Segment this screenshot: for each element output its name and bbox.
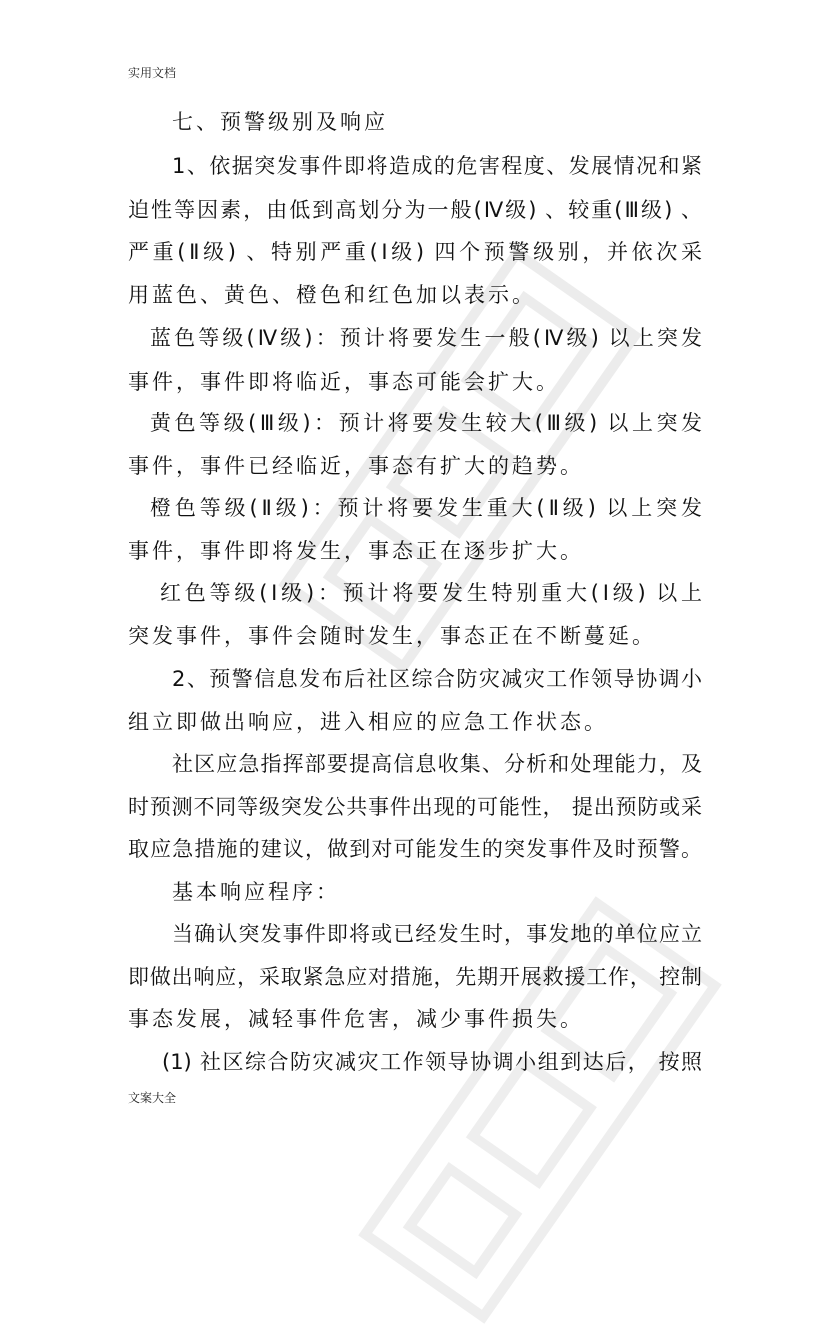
paragraph-line: 取应急措施的建议，做到对可能发生的突发事件及时预警。 bbox=[128, 837, 702, 861]
paragraph-line: 事态发展，减轻事件危害，减少事件损失。 bbox=[128, 1007, 584, 1031]
paragraph-line: 红色等级(Ⅰ级)：预计将要发生特别重大(Ⅰ级) 以上 bbox=[160, 581, 702, 605]
paragraph-line: 严重(Ⅱ级) 、特别严重(Ⅰ级) 四个预警级别，并依次采 bbox=[128, 240, 702, 264]
paragraph-line: 1、依据突发事件即将造成的危害程度、发展情况和紧 bbox=[172, 154, 702, 178]
page-header: 实用文档 bbox=[128, 66, 177, 80]
paragraph-line: 迫性等因素，由低到高划分为一般(Ⅳ级) 、较重(Ⅲ级) 、 bbox=[128, 198, 702, 222]
paragraph-line: 时预测不同等级突发公共事件出现的可能性， 提出预防或采 bbox=[128, 795, 702, 819]
paragraph-line: 事件，事件即将临近，事态可能会扩大。 bbox=[128, 370, 560, 394]
paragraph-line: 事件，事件已经临近，事态有扩大的趋势。 bbox=[128, 454, 584, 478]
paragraph-line: 当确认突发事件即将或已经发生时，事发地的单位应立 bbox=[172, 922, 702, 946]
paragraph-line: 蓝色等级(Ⅳ级)：预计将要发生一般(Ⅳ级) 以上突发 bbox=[150, 326, 702, 350]
paragraph-line: 用蓝色、黄色、橙色和红色加以表示。 bbox=[128, 283, 536, 307]
paragraph-line: 即做出响应，采取紧急应对措施，先期开展救援工作， 控制 bbox=[128, 965, 702, 989]
page-footer: 文案大全 bbox=[128, 1091, 177, 1105]
paragraph-line: 组立即做出响应，进入相应的应急工作状态。 bbox=[128, 710, 608, 734]
paragraph-line: 突发事件，事件会随时发生，事态正在不断蔓延。 bbox=[128, 624, 656, 648]
paragraph-line: 2、预警信息发布后社区综合防灾减灾工作领导协调小 bbox=[172, 667, 702, 691]
paragraph-line: 黄色等级(Ⅲ级)：预计将要发生较大(Ⅲ级) 以上突发 bbox=[150, 411, 702, 435]
paragraph-line: (1) 社区综合防灾减灾工作领导协调小组到达后， 按照 bbox=[162, 1050, 702, 1074]
paragraph-line: 社区应急指挥部要提高信息收集、分析和处理能力，及 bbox=[172, 752, 702, 776]
watermark-logo-bottom bbox=[354, 892, 726, 1328]
section-heading: 七、预警级别及响应 bbox=[172, 110, 388, 134]
paragraph-line: 基本响应程序： bbox=[172, 880, 340, 904]
paragraph-line: 事件，事件即将发生，事态正在逐步扩大。 bbox=[128, 539, 584, 563]
paragraph-line: 橙色等级(Ⅱ级)：预计将要发生重大(Ⅱ级) 以上突发 bbox=[150, 496, 702, 520]
